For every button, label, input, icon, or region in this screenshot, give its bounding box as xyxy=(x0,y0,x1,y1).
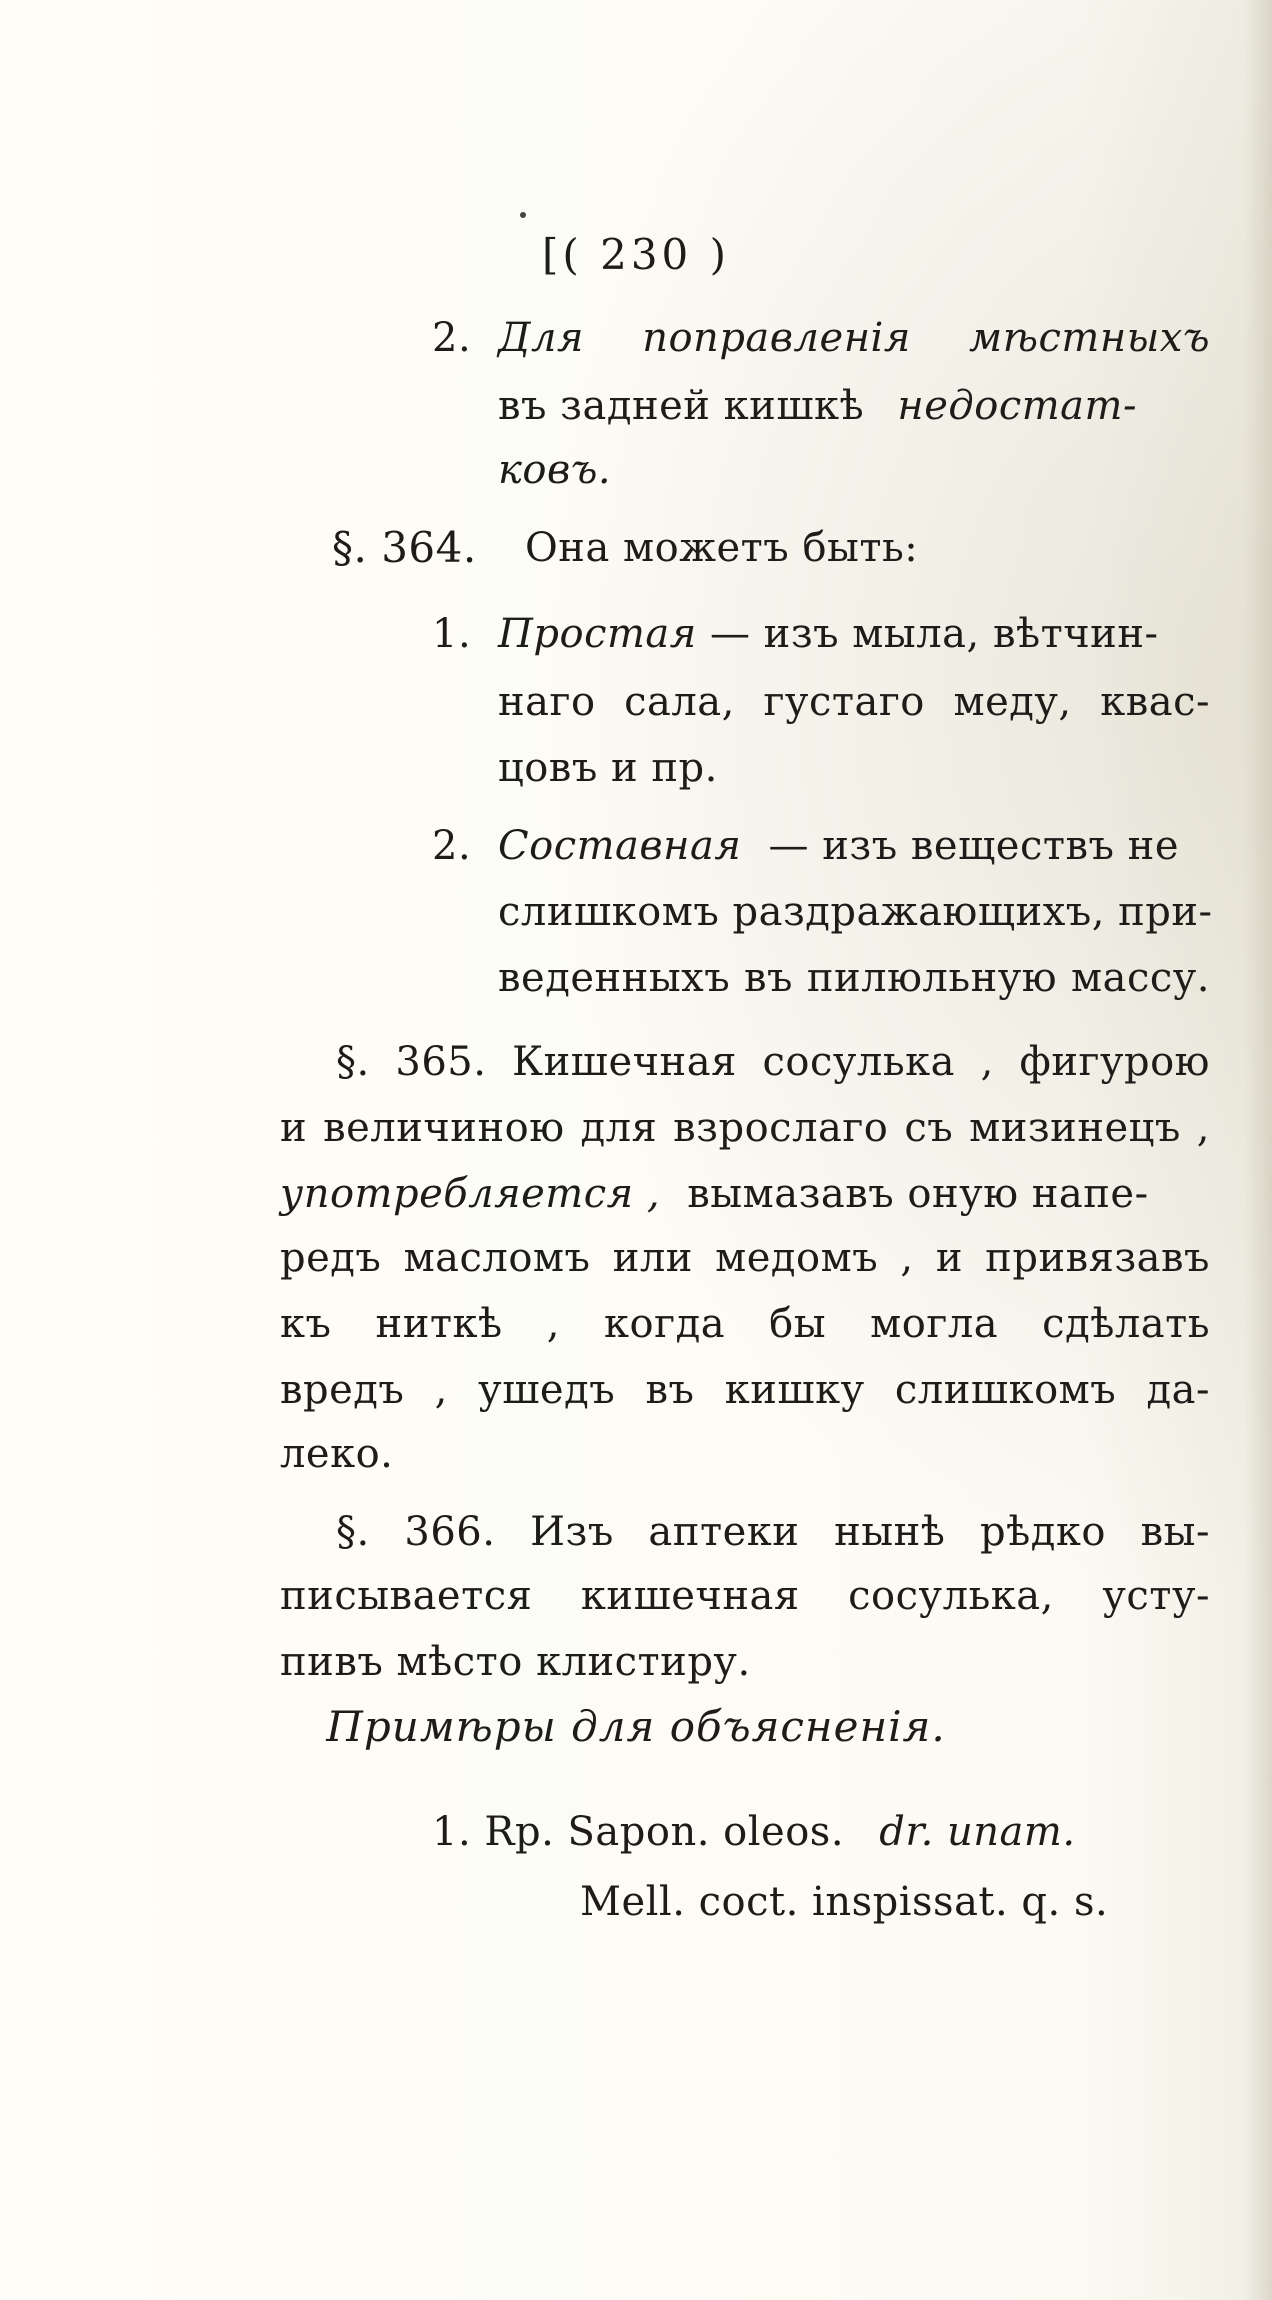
recipe-line1-text: 1. Rp. Sapon. oleos. xyxy=(432,1809,845,1855)
section-364-number: §. 364. xyxy=(332,523,477,572)
section-365-line7: леко. xyxy=(280,1431,394,1477)
page-number-header: [( 230 ) xyxy=(541,230,731,279)
item2-line1: Для поправленія мѣстныхъ xyxy=(498,315,1210,361)
item2-line2-italic: недостат- xyxy=(897,383,1137,429)
section-364-text: Она можетъ быть: xyxy=(525,525,919,571)
point2-term: Составная xyxy=(498,823,742,869)
point1-line2: наго сала, густаго меду, квас- xyxy=(498,679,1210,725)
item2-line2 xyxy=(498,380,1210,432)
section-365-line5: къ ниткѣ , когда бы могла сдѣлать xyxy=(280,1301,1210,1347)
point1-number: 1. xyxy=(432,611,472,657)
point2-line1 xyxy=(498,820,1210,872)
point1-line1 xyxy=(498,608,1210,660)
ink-speck xyxy=(520,212,526,218)
item2-line2-text: въ задней кишкѣ xyxy=(498,383,865,429)
recipe-line2: Mell. coct. inspissat. q. s. xyxy=(580,1879,1109,1925)
section-366-line3: пивъ мѣсто клистиру. xyxy=(280,1639,751,1685)
point2-line1-text: — изъ веществъ не xyxy=(768,823,1179,869)
section-365-italic: употребляется , xyxy=(280,1171,661,1217)
section-365-line3 xyxy=(280,1168,1210,1220)
point1-term: Простая xyxy=(498,611,697,657)
item2-line3: ковъ. xyxy=(498,447,612,493)
examples-heading: Примѣры для объясненія. xyxy=(326,1702,946,1751)
section-365-line6: вредъ , ушедъ въ кишку слишкомъ да- xyxy=(280,1367,1210,1413)
recipe-line1-italic: dr. unam. xyxy=(879,1809,1076,1855)
page-edge-shadow xyxy=(1244,0,1272,2300)
point1-line3: цовъ и пр. xyxy=(498,745,718,791)
recipe-line1 xyxy=(432,1806,1210,1858)
section-365-line1: §. 365. Кишечная сосулька , фигурою xyxy=(336,1039,1210,1085)
point2-line3: веденныхъ въ пилюльную массу. xyxy=(498,955,1210,1001)
section-365-line2: и величиною для взрослаго съ мизинецъ , xyxy=(280,1105,1210,1151)
point2-line2: слишкомъ раздражающихъ, при- xyxy=(498,889,1213,935)
point2-number: 2. xyxy=(432,823,472,869)
section-365-line4: редъ масломъ или медомъ , и привязавъ xyxy=(280,1235,1210,1281)
section-365-line3-text: вымазавъ оную напе- xyxy=(687,1171,1149,1217)
section-366-line2: писывается кишечная сосулька, усту- xyxy=(280,1573,1210,1619)
item2-number: 2. xyxy=(432,315,472,361)
point1-line1-text: — изъ мыла, вѣтчин- xyxy=(709,611,1159,657)
section-366-line1: §. 366. Изъ аптеки нынѣ рѣдко вы- xyxy=(336,1509,1210,1555)
